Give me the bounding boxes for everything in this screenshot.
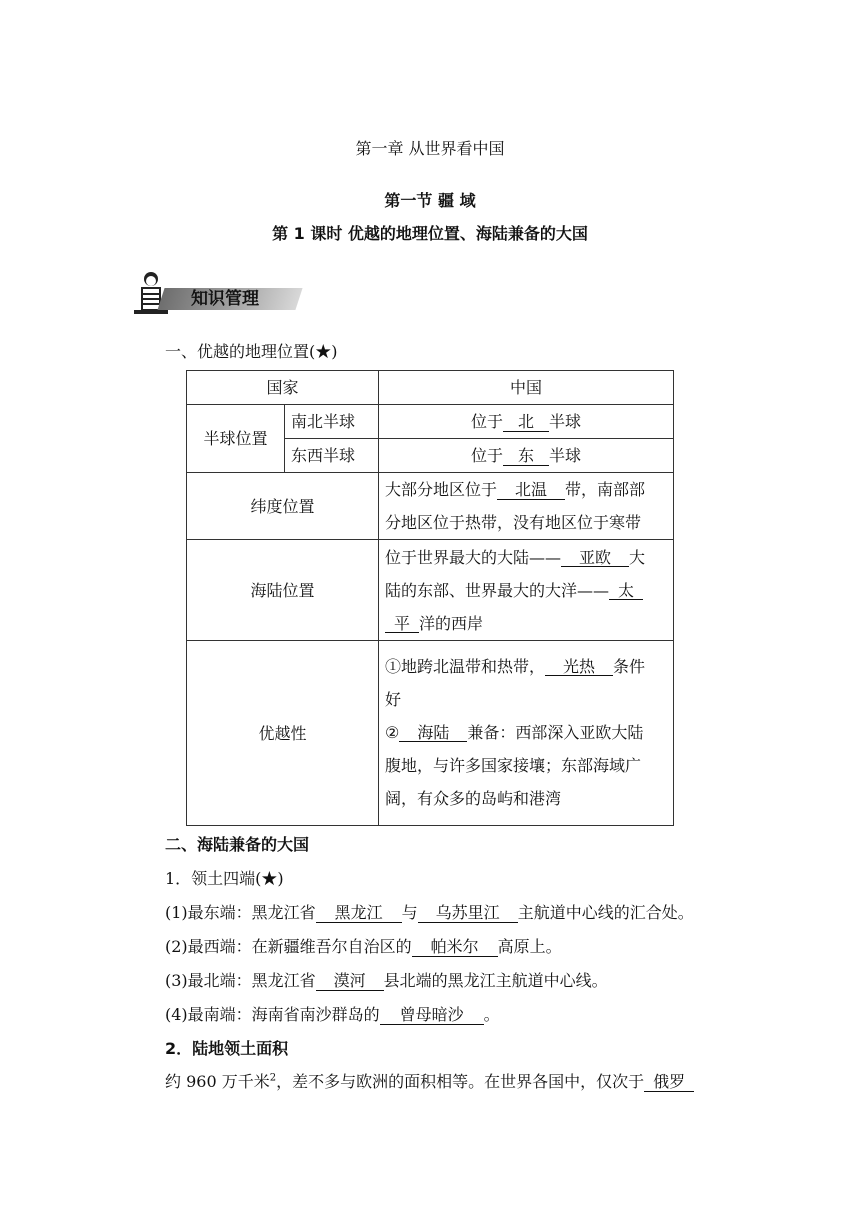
latitude-answer: 北温 [497,482,565,500]
latitude-cell: 大部分地区位于 北温 带，南部部 分地区位于热带，没有地区位于寒带 [379,473,674,540]
ns-cell: 位于 北 半球 [379,405,674,439]
south-answer: 曾母暗沙 [380,1007,484,1025]
advantage-cell: ①地跨北温带和热带， 光热 条件 好 ② 海陆 兼备：西部深入亚欧大陆 腹地，与许多国家接壤；东部海域广 阔，有众多的岛屿和港湾 [379,641,674,826]
lesson-title: 第 1 课时 优越的地理位置、海陆兼备的大国 [272,224,588,243]
ocean-answer-a: 太 [609,583,643,601]
west-answer: 帕米尔 [412,939,498,957]
ocean-answer-b: 平 [385,616,419,634]
east-answer-2: 乌苏里江 [418,905,518,923]
chapter-title: 第一章 从世界看中国 [355,139,505,158]
sea-land-cell: 位于世界最大的大陆—— 亚欧 大 陆的东部、世界最大的大洋—— 太 平 洋的西岸 [379,540,674,641]
ns-answer: 北 [503,414,549,432]
latitude-label: 纬度位置 [187,473,379,540]
area-line: 约 960 万千米$^2$，差不多与欧洲的面积相等。在世界各国中，仅次于 俄罗 [165,1069,694,1092]
header-country: 国家 [187,371,379,405]
north-answer: 漠河 [316,973,384,991]
sea-land-label: 海陆位置 [187,540,379,641]
ns-label: 南北半球 [285,405,379,439]
area-answer: 俄罗 [644,1074,694,1092]
part2-title: 二、海陆兼备的大国 [165,835,310,854]
sea-land-answer: 海陆 [399,725,467,743]
hemisphere-label: 半球位置 [187,405,285,473]
location-table [186,370,674,826]
east-point-line: (1)最东端：黑龙江省 黑龙江 与 乌苏里江 主航道中心线的汇合处。 [165,903,694,922]
header-china: 中国 [379,371,674,405]
continent-answer: 亚欧 [561,550,629,568]
west-point-line: (2)最西端：在新疆维吾尔自治区的 帕米尔 高原上。 [165,937,562,956]
section-title: 第一节 疆 域 [384,191,476,210]
part1-title: 一、优越的地理位置(★) [165,342,338,361]
south-point-line: (4)最南端：海南省南沙群岛的 曾母暗沙 。 [165,1005,500,1024]
knowledge-banner [131,270,301,316]
ew-label: 东西半球 [285,439,379,473]
ew-answer: 东 [503,448,549,466]
ew-cell: 位于 东 半球 [379,439,674,473]
light-heat-answer: 光热 [545,659,613,677]
north-point-line: (3)最北端：黑龙江省 漠河 县北端的黑龙江主航道中心线。 [165,971,608,990]
banner-title: 知识管理 [191,289,259,309]
extremities-title: 1．领土四端(★) [165,869,284,888]
advantage-label: 优越性 [187,641,379,826]
east-answer-1: 黑龙江 [316,905,402,923]
area-title: 2．陆地领土面积 [165,1039,289,1058]
